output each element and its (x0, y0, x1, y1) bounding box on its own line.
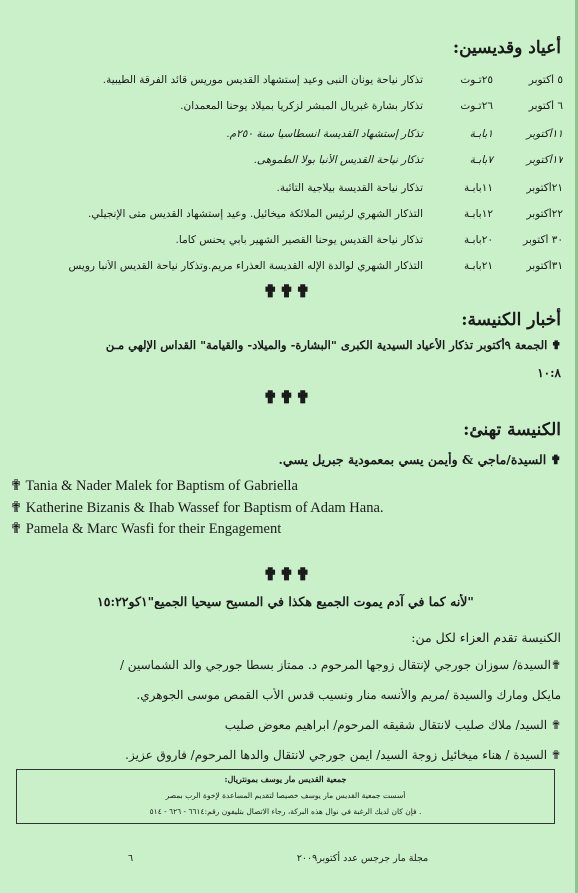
feast-date: ١١أكتوبر (526, 128, 563, 140)
feast-coptic-date: ١١بابـة (463, 182, 493, 194)
association-notice-box (16, 769, 555, 824)
feast-description: التذكار الشهري لوالدة الإله القديسة العذراء مريم.وتذكار نياحة القديس الأنبا رويس (68, 260, 423, 272)
condolence-line: ✟السيدة/ سوزان جورجي لإنتقال زوجها المرحوم د. ممتاز بسطا جورجي والد الشماسين / (119, 658, 561, 672)
condolence-line: ✟ السيدة / هناء ميخائيل زوجة السيد/ ايمن جورجي لانتقال والدها المرحوم/ فاروق عزيز. (125, 748, 561, 762)
feast-date: ١٧أكتوبر (526, 154, 563, 166)
feast-description: تذكار بشارة غبريال المبشر لزكريا بميلاد يوحنا المعمدان. (180, 100, 423, 112)
feast-date: ٦ أكتوبر (528, 100, 563, 112)
congrats-title: الكنيسة تهنئ: (463, 420, 561, 440)
feast-row (10, 128, 563, 150)
feast-coptic-date: ٢٦تـوت (460, 100, 493, 112)
feast-coptic-date: ٢٥تـوت (460, 74, 493, 86)
cross-ornament: ✟✟✟ (263, 388, 312, 408)
feast-date: ٣٠ أكتوبر (523, 234, 563, 246)
scripture-verse: "لأنه كما في آدم يموت الجميع هكذا في المسيح سيحيا الجميع"١كو١٥:٢٢ (97, 594, 474, 609)
cross-ornament: ✟✟✟ (263, 282, 312, 302)
feast-date: ٢٢أكتوبر (526, 208, 563, 220)
news-item-time: ١٠:٨ (537, 366, 561, 380)
feast-row (10, 208, 563, 230)
feast-description: تذكار نياحة القديسة بيلاجية التائبة. (276, 182, 423, 194)
feast-row (10, 154, 563, 176)
association-line: أسست جمعية القديس مار يوسف خصيصا لتقديم المساعدة لإخوة الرب بمصر (165, 791, 406, 800)
feast-coptic-date: ٢٠بابـة (463, 234, 493, 246)
feast-date: ٥ أكتوبر (528, 74, 563, 86)
feast-date: ٣١أكتوبر (526, 260, 563, 272)
page-number: ٦ (128, 853, 134, 864)
feast-row (10, 260, 563, 282)
feast-coptic-date: ٧بابـة (469, 154, 493, 166)
feast-coptic-date: ٢١بابـة (463, 260, 493, 272)
feast-row (10, 100, 563, 122)
issue-label: مجلة مار جرجس عدد أكتوبر٢٠٠٩ (296, 853, 429, 864)
feast-row (10, 182, 563, 204)
feast-description: تذكار نياحة القديس الأنبا بولا الطموهى. (253, 154, 423, 166)
feasts-title: أعياد وقديسين: (452, 38, 561, 58)
association-line: . فإن كان لديك الرغبة في نوال هذه البركة، رجاء الاتصال بتليفون رقم:٦٦١٤ - ٦٢٦ - ٥١٤ (149, 807, 422, 816)
feast-description: تذكار نياحة يونان النبى وعيد إستشهاد القديس موريس قائد الفرقة الطيبية. (102, 74, 423, 86)
condolence-line: ✟ السيد/ ملاك صليب لانتقال شقيقه المرحوم/ ابراهيم معوض صليب (224, 718, 561, 732)
congrats-english-line: ✟ Tania & Nader Malek for Baptism of Gabriella (10, 478, 298, 494)
condolences-intro: الكنيسة تقدم العزاء لكل من: (411, 630, 561, 645)
feast-coptic-date: ١بابـة (469, 128, 493, 140)
feast-description: تذكار إستشهاد القديسة انسطاسيا سنة ٢٥٠م. (226, 128, 423, 140)
congrats-english-line: ✟ Pamela & Marc Wasfi for their Engagement (10, 521, 282, 537)
feast-description: التذكار الشهري لرئيس الملائكة ميخائيل. وعيد إستشهاد القديس متى الإنجيلي. (88, 208, 423, 220)
news-title: أخبار الكنيسة: (461, 310, 561, 330)
feast-description: تذكار نياحة القديس يوحنا القصير الشهير بأبي يحنس كاما. (175, 234, 423, 246)
feast-coptic-date: ١٢بابـة (463, 208, 493, 220)
cross-ornament: ✟✟✟ (263, 565, 312, 585)
congrats-english-line: ✟ Katherine Bizanis & Ihab Wassef for Baptism of Adam Hana. (10, 500, 384, 516)
feast-date: ٢١أكتوبر (526, 182, 563, 194)
news-item: ✟ الجمعة ٩أكتوبر تذكار الأعياد السيدية الكبرى "البشارة- والميلاد- والقيامة" القداس الإلهي مـن (105, 338, 561, 352)
feast-row (10, 234, 563, 256)
congrats-arabic-line: ✟ السيدة/ماجي & وأيمن يسي بمعمودية جبريل يسي. (278, 452, 561, 467)
association-title: جمعية القديس مار يوسف بمونتريال: (224, 774, 347, 784)
condolence-line: مايكل ومارك والسيدة /مريم والأنسه منار ونسيب قدس الأب القمص موسى الجوهري. (136, 688, 561, 702)
feast-row (10, 74, 563, 96)
